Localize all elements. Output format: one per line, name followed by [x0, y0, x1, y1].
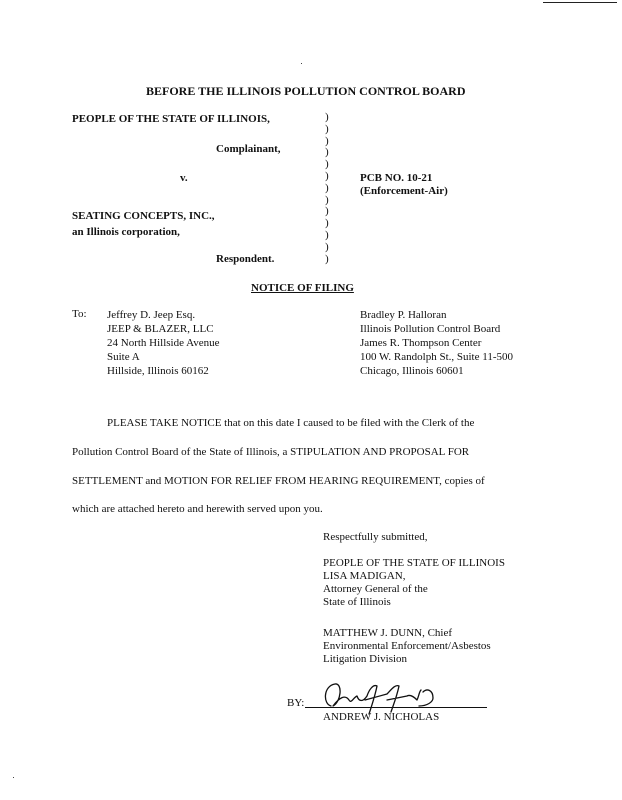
body-line: which are attached hereto and herewith served upon you. [72, 503, 323, 515]
address-line: 24 North Hillside Avenue [107, 337, 220, 349]
paren: ) [325, 205, 329, 218]
address-line: James R. Thompson Center [360, 337, 482, 349]
case-number: PCB NO. 10-21 [360, 172, 433, 184]
block-line: LISA MADIGAN, [323, 570, 406, 582]
paren: ) [325, 158, 329, 171]
scan-speck [13, 777, 14, 778]
by-label: BY: [287, 697, 305, 709]
recipient-right [360, 308, 513, 378]
defendant-description: an Illinois corporation, [72, 226, 180, 238]
body-line: SETTLEMENT and MOTION FOR RELIEF FROM HEARING REQUIREMENT, copies of [72, 475, 485, 487]
caption-parentheses [325, 112, 329, 265]
block-line: Attorney General of the [323, 583, 428, 595]
address-line: Hillside, Illinois 60162 [107, 365, 209, 377]
signature-block-division [323, 627, 491, 666]
address-line: Jeffrey D. Jeep Esq. [107, 309, 196, 321]
body-line: Pollution Control Board of the State of Illinois, a STIPULATION AND PROPOSAL FOR [72, 446, 470, 458]
paren: ) [325, 217, 329, 230]
paren: ) [325, 146, 329, 159]
address-line: 100 W. Randolph St., Suite 11-500 [360, 351, 513, 363]
plaintiff-role: Complainant, [216, 143, 281, 155]
defendant-name: SEATING CONCEPTS, INC., [72, 210, 215, 222]
paren: ) [325, 169, 329, 182]
paren: ) [325, 228, 329, 241]
address-line: Illinois Pollution Control Board [360, 323, 501, 335]
paren: ) [325, 252, 329, 265]
notice-title: NOTICE OF FILING [251, 282, 354, 294]
block-line: Litigation Division [323, 653, 408, 665]
paren: ) [325, 111, 329, 123]
versus: v. [180, 172, 188, 184]
block-line: Environmental Enforcement/Asbestos [323, 640, 491, 652]
defendant-role: Respondent. [216, 253, 275, 265]
address-line: Chicago, Illinois 60601 [360, 365, 464, 377]
signer-name: ANDREW J. NICHOLAS [323, 711, 440, 723]
paren: ) [325, 181, 329, 194]
address-line: Suite A [107, 351, 140, 363]
closing: Respectfully submitted, [323, 531, 428, 543]
body-line: PLEASE TAKE NOTICE that on this date I caused to be filed with the Clerk of the [107, 417, 475, 429]
case-type: (Enforcement-Air) [360, 185, 448, 197]
signature-line [305, 707, 487, 708]
top-edge-line [543, 2, 617, 3]
signature-block-office [323, 557, 505, 609]
plaintiff-name: PEOPLE OF THE STATE OF ILLINOIS, [72, 113, 270, 125]
block-line: PEOPLE OF THE STATE OF ILLINOIS [323, 557, 505, 569]
scan-speck [301, 63, 302, 64]
address-line: Bradley P. Halloran [360, 309, 447, 321]
document-heading: BEFORE THE ILLINOIS POLLUTION CONTROL BOARD [146, 84, 466, 98]
paren: ) [325, 240, 329, 253]
to-label: To: [72, 308, 87, 320]
block-line: MATTHEW J. DUNN, Chief [323, 627, 453, 639]
block-line: State of Illinois [323, 596, 391, 608]
paren: ) [325, 193, 329, 206]
address-line: JEEP & BLAZER, LLC [107, 323, 214, 335]
recipient-left [107, 308, 220, 378]
paren: ) [325, 134, 329, 147]
paren: ) [325, 122, 329, 135]
